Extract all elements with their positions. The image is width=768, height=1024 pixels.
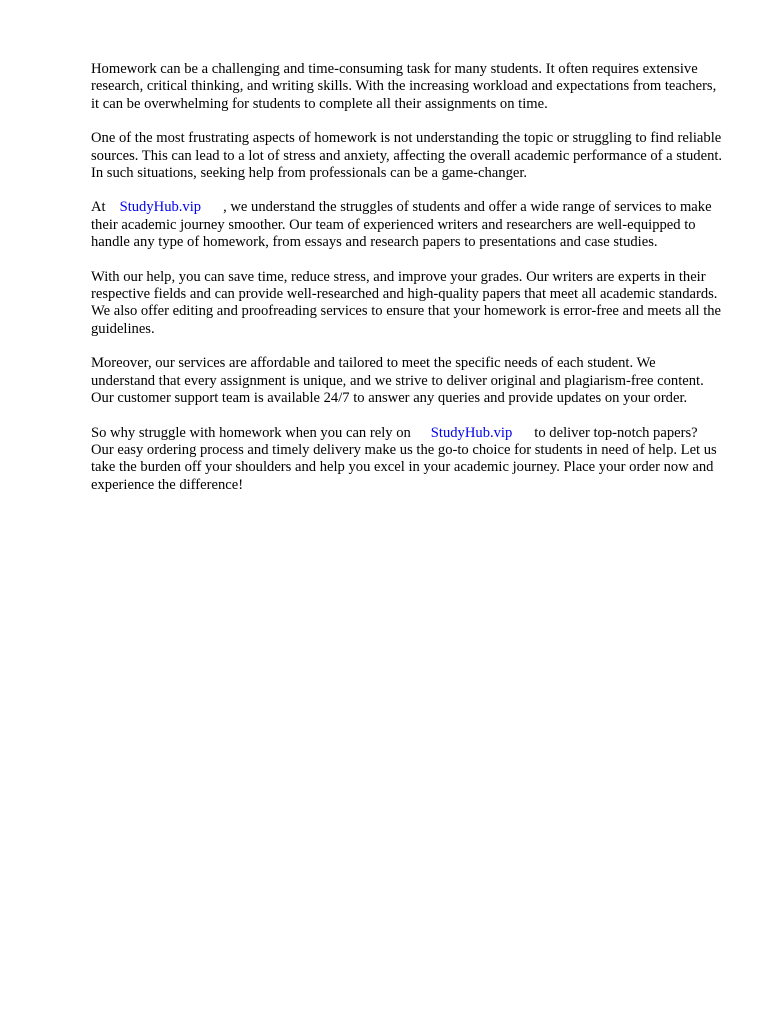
paragraph-services <box>91 199 723 251</box>
paragraph-services-rest: , we understand the struggles of students and offer a wide range of services to make their academic journey smoother. Our team of experienced writers and researchers are well-equipped to handle any type of homework, from essays and research papers to presentations and case studies. <box>91 199 712 251</box>
paragraph-closing-rest: to deliver top-notch papers? Our easy ordering process and timely delivery make us the go-to choice for students in need of help. Let us take the burden off your shoulders and help you excel in your academic journey. Place your order now and experience the difference! <box>91 424 717 493</box>
paragraph-services-lead: At <box>91 199 106 216</box>
paragraph-affordable: Moreover, our services are affordable and tailored to meet the specific needs of each student. We understand that every assignment is unique, and we strive to deliver original and plagiarism-free content. Our customer support team is available 24/7 to answer any queries and provide updates on your order. <box>91 355 704 407</box>
studyhub-link-closing[interactable]: StudyHub.vip <box>430 424 513 441</box>
paragraph-closing <box>91 425 723 495</box>
studyhub-link[interactable]: StudyHub.vip <box>119 199 202 216</box>
paragraph-closing-lead: So why struggle with homework when you can rely on <box>91 424 411 441</box>
paragraph-frustration: One of the most frustrating aspects of homework is not understanding the topic or struggling to find reliable sources. This can lead to a lot of stress and anxiety, affecting the overall academic performance of a student. In such situations, seeking help from professionals can be a game-changer. <box>91 130 723 182</box>
paragraph-benefits: With our help, you can save time, reduce stress, and improve your grades. Our writers are experts in their respective fields and can provide well-researched and high-quality papers that meet all academic standards. We also offer editing and proofreading services to ensure that your homework is error-free and meets all the guidelines. <box>91 268 722 337</box>
document-body <box>91 61 723 511</box>
paragraph-intro: Homework can be a challenging and time-consuming task for many students. It often requires extensive research, critical thinking, and writing skills. With the increasing workload and expectations from teachers, it can be overwhelming for students to complete all their assignments on time. <box>91 61 717 112</box>
